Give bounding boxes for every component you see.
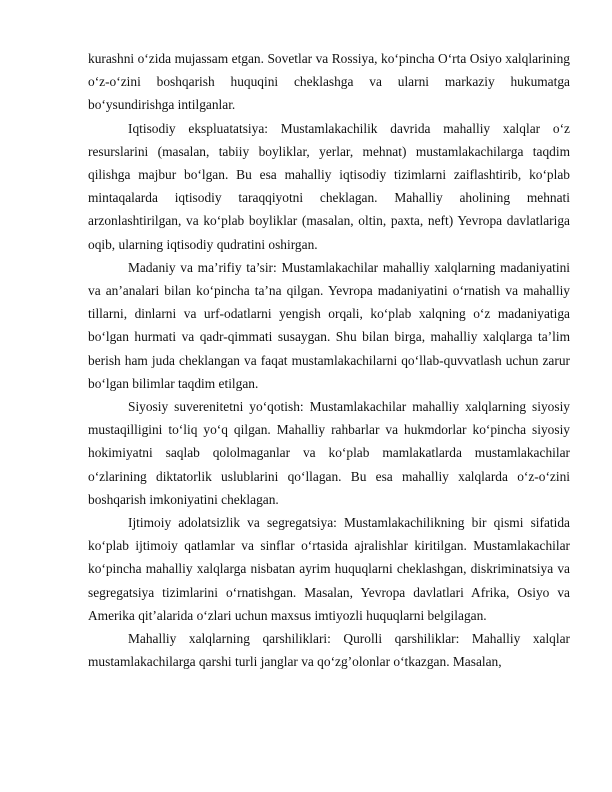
paragraph-cultural-influence: Madaniy va ma’rifiy ta’sir: Mustamlakachilar mahalliy xalqlarning madaniyatini va an’analari bilan ko‘pincha ta’na qilgan. Yevropa madaniyatini o‘rnatish va mahalliy tillarni, dinlarni va urf-odatlarni yengish orqali, ko‘plab xalqning o‘z madaniyatiga bo‘lgan hurmati va qadr-qimmati susaygan. Shu bilan birga, mahalliy xalqlarga ta’lim berish ham juda cheklangan va faqat mustamlakachilarni qo‘llab-quvvatlash uchun zarur bo‘lgan bilimlar taqdim etilgan. — [88, 259, 570, 391]
paragraph-political-sovereignty: Siyosiy suverenitetni yo‘qotish: Mustamlakachilar mahalliy xalqlarning siyosiy mustaqilligini to‘liq yo‘q qilgan. Mahalliy rahbarlar va hukmdorlar ko‘pincha siyosiy hokimiyatni saqlab qololmaganlar va ko‘plab mamlakatlarda mustamlakachilar o‘zlarining diktatorlik uslublarini qo‘llagan. Bu esa mahalliy xalqlarda o‘z-o‘zini boshqarish imkoniyatini cheklagan. — [88, 399, 570, 507]
paragraph-local-resistance: Mahalliy xalqlarning qarshiliklari: Qurolli qarshiliklar: Mahalliy xalqlar mustamlakachilarga qarshi turli janglar va qo‘zg’olonlar o‘tkazgan. Masalan, — [88, 631, 570, 670]
paragraph-continuation: kurashni o‘zida mujassam etgan. Sovetlar va Rossiya, ko‘pincha O‘rta Osiyo xalqlarining o‘z-o‘zini boshqarish huquqini cheklashga va ularni markaziy hukumatga bo‘ysundirishga intilganlar. — [88, 51, 570, 113]
paragraph-economic-exploitation: Iqtisodiy ekspluatatsiya: Mustamlakachilik davrida mahalliy xalqlar o‘z resurslarini (masalan, tabiiy boyliklar, yerlar, mehnat) mustamlakachilarga taqdim qilishga majbur bo‘lgan. Bu esa mahalliy iqtisodiy tizimlarni zaiflashtirib, ko‘plab mintaqalarda iqtisodiy taraqqiyotni cheklagan. Mahalliy aholining mehnati arzonlashtirilgan, va ko‘plab boyliklar (masalan, oltin, paxta, neft) Yevropa davlatlariga oqib, ularning iqtisodiy qudratini oshirgan. — [88, 120, 570, 252]
document-page — [88, 47, 570, 673]
paragraph-social-injustice: Ijtimoiy adolatsizlik va segregatsiya: Mustamlakachilikning bir qismi sifatida ko‘plab ijtimoiy qatlamlar va sinflar o‘rtasida ajralishlar kiritilgan. Mustamlakachilar ko‘pincha mahalliy xalqlarga nisbatan ayrim huquqlarni cheklashgan, diskriminatsiya va segregatsiya tizimlarini o‘rnatishgan. Masalan, Yevropa davlatlari Afrika, Osiyo va Amerika qit’alarida o‘zlari uchun maxsus imtiyozli huquqlarni belgilagan. — [88, 515, 570, 623]
